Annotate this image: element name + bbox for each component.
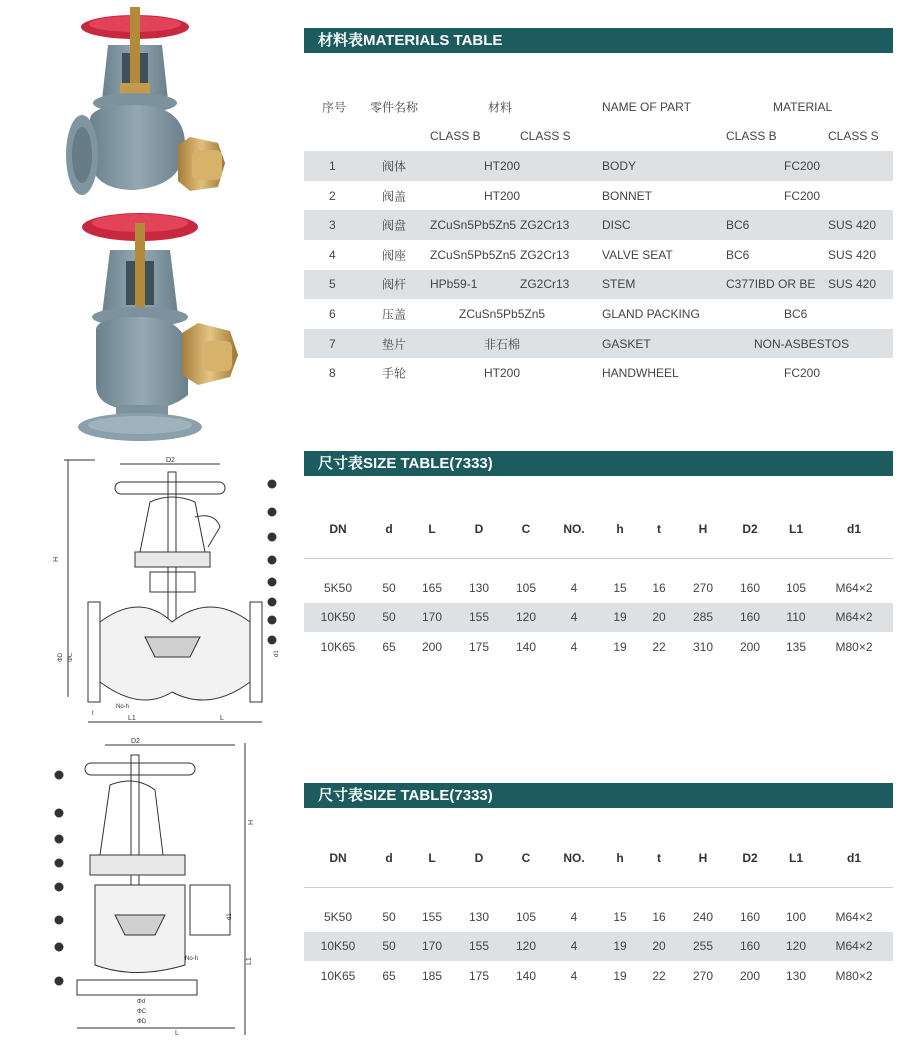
size-table-header <box>304 500 893 559</box>
materials-cell-part-cn: 阀盖 <box>382 189 407 204</box>
size-header-cell: H <box>698 522 708 536</box>
dim2-d1: d1 <box>227 913 233 920</box>
materials-cell-part-en: STEM <box>602 277 636 292</box>
size-table-2 <box>304 829 893 991</box>
materials-table <box>304 92 893 388</box>
materials-cell-part-en: BONNET <box>602 188 653 203</box>
materials-cell-mat: NON-ASBESTOS <box>754 336 850 351</box>
callout-2-5: 3 <box>57 918 61 924</box>
size-header-cell: L <box>428 522 436 536</box>
size-cell: 22 <box>652 639 666 654</box>
dim-ΦD: ΦD <box>58 652 64 662</box>
materials-header-2 <box>304 122 893 152</box>
size-cell: 310 <box>692 639 714 654</box>
size-header-cell: DN <box>329 851 347 865</box>
size-cell: 155 <box>468 939 490 954</box>
size-cell: 20 <box>652 939 666 954</box>
size-header-cell: DN <box>329 522 347 536</box>
callout-2-0: 8 <box>57 773 61 779</box>
dim2-L: L <box>175 1030 179 1037</box>
size-cell: 130 <box>785 968 807 983</box>
materials-cell-part-cn: 阀盘 <box>382 218 407 233</box>
callout-2-1: 2 <box>57 811 61 817</box>
size-cell: 120 <box>785 939 807 954</box>
size-cell: 160 <box>739 939 761 954</box>
size-table-spacer <box>304 559 893 573</box>
size-table-row <box>304 603 893 633</box>
materials-cell-part-en: BODY <box>602 158 637 173</box>
materials-cell-material: ZCuSn5Pb5Zn5 <box>459 306 546 321</box>
materials-row <box>304 358 893 388</box>
size-cell: 120 <box>515 610 537 625</box>
materials-cell-part-en: DISC <box>602 218 631 233</box>
callout-1-3: 6 <box>270 558 274 564</box>
size-cell: 10K65 <box>320 639 356 654</box>
size-cell: 4 <box>570 939 578 954</box>
materials-table-title: 材料表MATERIALS TABLE <box>304 28 893 53</box>
callout-1-6: 4 <box>270 618 274 624</box>
size-cell: 4 <box>570 639 578 654</box>
size-cell: M64×2 <box>835 580 873 595</box>
size-cell: 50 <box>382 610 396 625</box>
size-header-cell: h <box>616 522 624 536</box>
size-cell: 135 <box>785 639 807 654</box>
size-cell: M64×2 <box>835 939 873 954</box>
size-header-cell: d1 <box>846 522 862 536</box>
size-table-1 <box>304 500 893 662</box>
size-header-cell: d <box>385 522 393 536</box>
materials-cell-material: 非石棉 <box>484 337 521 352</box>
part-callouts-1 <box>268 480 276 644</box>
size-cell: 160 <box>739 580 761 595</box>
size-cell: 105 <box>785 580 807 595</box>
size-table-row <box>304 932 893 962</box>
size-header-cell: NO. <box>563 851 585 865</box>
size-cell: 140 <box>515 639 537 654</box>
size-table-row <box>304 632 893 662</box>
materials-cell-no: 8 <box>329 366 336 381</box>
size-cell: 120 <box>515 939 537 954</box>
materials-cell-material: HT200 <box>484 188 521 203</box>
size-header-cell: L <box>428 851 436 865</box>
size-cell: 270 <box>692 580 714 595</box>
materials-cell-part-cn: 手轮 <box>382 366 407 381</box>
class-b-cn-header: CLASS B <box>430 129 481 144</box>
materials-cell-class-b: HPb59-1 <box>430 277 478 292</box>
size-cell: 10K50 <box>320 610 356 625</box>
size-cell: M80×2 <box>835 968 873 983</box>
dim-d1: d1 <box>274 650 280 657</box>
materials-row <box>304 240 893 270</box>
materials-cell-material: HT200 <box>484 366 521 381</box>
size-header-cell: t <box>657 851 661 865</box>
size-header-cell: D <box>474 851 484 865</box>
size-table-header <box>304 829 893 888</box>
dim2-No-h: No-h <box>185 956 199 962</box>
materials-cell-mat: FC200 <box>784 188 821 203</box>
materials-cell-no: 5 <box>329 277 336 292</box>
size-cell: 65 <box>382 639 396 654</box>
materials-header-1 <box>304 92 893 122</box>
size-table-row <box>304 573 893 603</box>
dim2-ΦC: ΦC <box>137 1009 147 1015</box>
size-header-cell: d <box>385 851 393 865</box>
materials-cell-no: 2 <box>329 188 336 203</box>
materials-cell-part-en: GLAND PACKING <box>602 306 700 321</box>
dim-H: H <box>53 556 60 562</box>
materials-cell-mat-b: BC6 <box>726 218 750 233</box>
valve-photo-straight <box>60 5 240 210</box>
dim2-ΦD: ΦD <box>137 1019 147 1025</box>
size-cell: 200 <box>739 968 761 983</box>
size-header-cell: L1 <box>788 851 804 865</box>
materials-cell-mat-s: SUS 420 <box>828 247 877 262</box>
dim-No-h: No-h <box>116 704 130 710</box>
dim-ΦC: ΦC <box>68 652 74 662</box>
size-table-row <box>304 961 893 991</box>
size-cell: 140 <box>515 968 537 983</box>
materials-cell-class-b: ZCuSn5Pb5Zn5 <box>430 247 517 262</box>
col-part-cn-header: 零件名称 <box>370 100 419 115</box>
size-cell: 16 <box>652 580 666 595</box>
size-cell: 285 <box>692 610 714 625</box>
size-header-cell: C <box>521 522 531 536</box>
size-cell: 19 <box>613 939 627 954</box>
size-cell: 50 <box>382 939 396 954</box>
size-cell: 155 <box>468 610 490 625</box>
size-cell: 4 <box>570 610 578 625</box>
size-cell: 65 <box>382 968 396 983</box>
materials-cell-part-cn: 压盖 <box>382 307 407 322</box>
dim2-H: H <box>248 819 255 825</box>
dim2-Φd: Φd <box>137 999 146 1005</box>
size-cell: 175 <box>468 639 490 654</box>
materials-cell-no: 1 <box>329 158 336 173</box>
size-cell: M64×2 <box>835 610 873 625</box>
callout-1-5: 3 <box>270 600 274 606</box>
col-part-en-header: NAME OF PART <box>602 99 691 114</box>
size-cell: 165 <box>421 580 443 595</box>
size-header-cell: D2 <box>742 851 758 865</box>
size-table-title-2: 尺寸表SIZE TABLE(7333) <box>304 783 893 808</box>
materials-row <box>304 329 893 359</box>
size-cell: 200 <box>739 639 761 654</box>
size-header-cell: D <box>474 522 484 536</box>
size-cell: 170 <box>421 610 443 625</box>
size-cell: 50 <box>382 580 396 595</box>
size-cell: 20 <box>652 610 666 625</box>
size-header-cell: C <box>521 851 531 865</box>
size-table-title-1: 尺寸表SIZE TABLE(7333) <box>304 451 893 476</box>
materials-cell-no: 4 <box>329 247 336 262</box>
callout-2-2: 5 <box>57 837 61 843</box>
callout-2-6: 4 <box>57 945 61 951</box>
size-cell: 19 <box>613 639 627 654</box>
callout-2-7: 1 <box>57 979 61 985</box>
col-material-en-header: MATERIAL <box>773 99 833 114</box>
size-cell: 170 <box>421 939 443 954</box>
size-cell: 240 <box>692 909 714 924</box>
materials-cell-mat: FC200 <box>784 158 821 173</box>
size-cell: 4 <box>570 909 578 924</box>
materials-cell-mat-b: BC6 <box>726 247 750 262</box>
size-header-cell: d1 <box>846 851 862 865</box>
materials-cell-class-b: ZCuSn5Pb5Zn5 <box>430 218 517 233</box>
size-header-cell: L1 <box>788 522 804 536</box>
callout-2-4: 7 <box>57 885 61 891</box>
size-cell: 4 <box>570 580 578 595</box>
valve-photo-angle <box>70 205 250 450</box>
materials-cell-class-s: ZG2Cr13 <box>520 277 570 292</box>
size-cell: 15 <box>613 909 627 924</box>
size-table-row <box>304 902 893 932</box>
size-header-cell: NO. <box>563 522 585 536</box>
materials-cell-part-cn: 阀杆 <box>382 277 407 292</box>
size-cell: 19 <box>613 968 627 983</box>
size-cell: 10K50 <box>320 939 356 954</box>
dim-L: L <box>220 715 224 722</box>
class-b-en-header: CLASS B <box>726 129 777 144</box>
size-header-cell: h <box>616 851 624 865</box>
size-cell: M80×2 <box>835 639 873 654</box>
size-cell: 10K65 <box>320 968 356 983</box>
dim-L1: L1 <box>128 715 136 722</box>
class-s-en-header: CLASS S <box>828 129 879 144</box>
size-cell: 4 <box>570 968 578 983</box>
materials-cell-mat: FC200 <box>784 366 821 381</box>
materials-row <box>304 151 893 181</box>
materials-cell-mat-s: SUS 420 <box>828 218 877 233</box>
size-cell: 105 <box>515 909 537 924</box>
size-cell: 5K50 <box>323 580 353 595</box>
materials-cell-material: HT200 <box>484 158 521 173</box>
callout-1-2: 5 <box>270 535 274 541</box>
dim2-D2: D2 <box>131 738 140 745</box>
size-cell: 255 <box>692 939 714 954</box>
size-cell: 110 <box>786 610 806 625</box>
callout-1-1: 2 <box>270 510 274 516</box>
size-cell: 22 <box>652 968 666 983</box>
valve-section-drawing-straight <box>40 452 290 732</box>
materials-cell-part-en: VALVE SEAT <box>602 247 673 262</box>
size-cell: 160 <box>739 909 761 924</box>
class-s-cn-header: CLASS S <box>520 129 571 144</box>
callout-1-0: 8 <box>270 482 274 488</box>
size-cell: 100 <box>785 909 807 924</box>
dim-D2: D2 <box>166 457 175 464</box>
size-cell: 160 <box>739 610 761 625</box>
size-table-spacer <box>304 888 893 902</box>
materials-cell-part-en: GASKET <box>602 336 651 351</box>
materials-row <box>304 181 893 211</box>
materials-cell-no: 7 <box>329 336 336 351</box>
size-cell: 200 <box>421 639 443 654</box>
size-cell: 19 <box>613 610 627 625</box>
materials-row <box>304 299 893 329</box>
materials-row <box>304 270 893 300</box>
callout-1-4: 7 <box>270 580 274 586</box>
left-column <box>0 0 296 1056</box>
materials-cell-class-s: ZG2Cr13 <box>520 247 570 262</box>
materials-cell-mat-b: C377IBD OR BE <box>726 277 816 292</box>
materials-row <box>304 210 893 240</box>
col-material-cn-header: 材料 <box>488 100 513 115</box>
materials-cell-mat: BC6 <box>784 306 808 321</box>
size-cell: 15 <box>613 580 627 595</box>
size-header-cell: H <box>698 851 708 865</box>
materials-cell-part-en: HANDWHEEL <box>602 366 679 381</box>
materials-cell-part-cn: 阀座 <box>382 248 407 263</box>
size-cell: 270 <box>692 968 714 983</box>
materials-cell-mat-s: SUS 420 <box>828 277 877 292</box>
size-cell: 5K50 <box>323 909 353 924</box>
size-cell: 50 <box>382 909 396 924</box>
col-no-header: 序号 <box>322 100 347 115</box>
materials-cell-class-s: ZG2Cr13 <box>520 218 570 233</box>
materials-cell-part-cn: 垫片 <box>382 337 407 352</box>
dim-t: t <box>92 711 94 717</box>
size-cell: 130 <box>468 580 490 595</box>
part-callouts-2 <box>55 771 63 985</box>
materials-cell-no: 3 <box>329 218 336 233</box>
size-cell: 130 <box>468 909 490 924</box>
size-cell: 105 <box>515 580 537 595</box>
callout-2-3: 6 <box>57 861 61 867</box>
materials-cell-no: 6 <box>329 306 336 321</box>
callout-1-7: 1 <box>270 638 274 644</box>
size-cell: 175 <box>468 968 490 983</box>
size-cell: M64×2 <box>835 909 873 924</box>
dim2-L1: L1 <box>246 957 253 965</box>
size-cell: 16 <box>652 909 666 924</box>
size-cell: 155 <box>421 909 443 924</box>
valve-section-drawing-angle <box>45 735 295 1045</box>
size-header-cell: D2 <box>742 522 758 536</box>
size-header-cell: t <box>657 522 661 536</box>
materials-cell-part-cn: 阀体 <box>382 159 407 174</box>
size-cell: 185 <box>421 968 443 983</box>
